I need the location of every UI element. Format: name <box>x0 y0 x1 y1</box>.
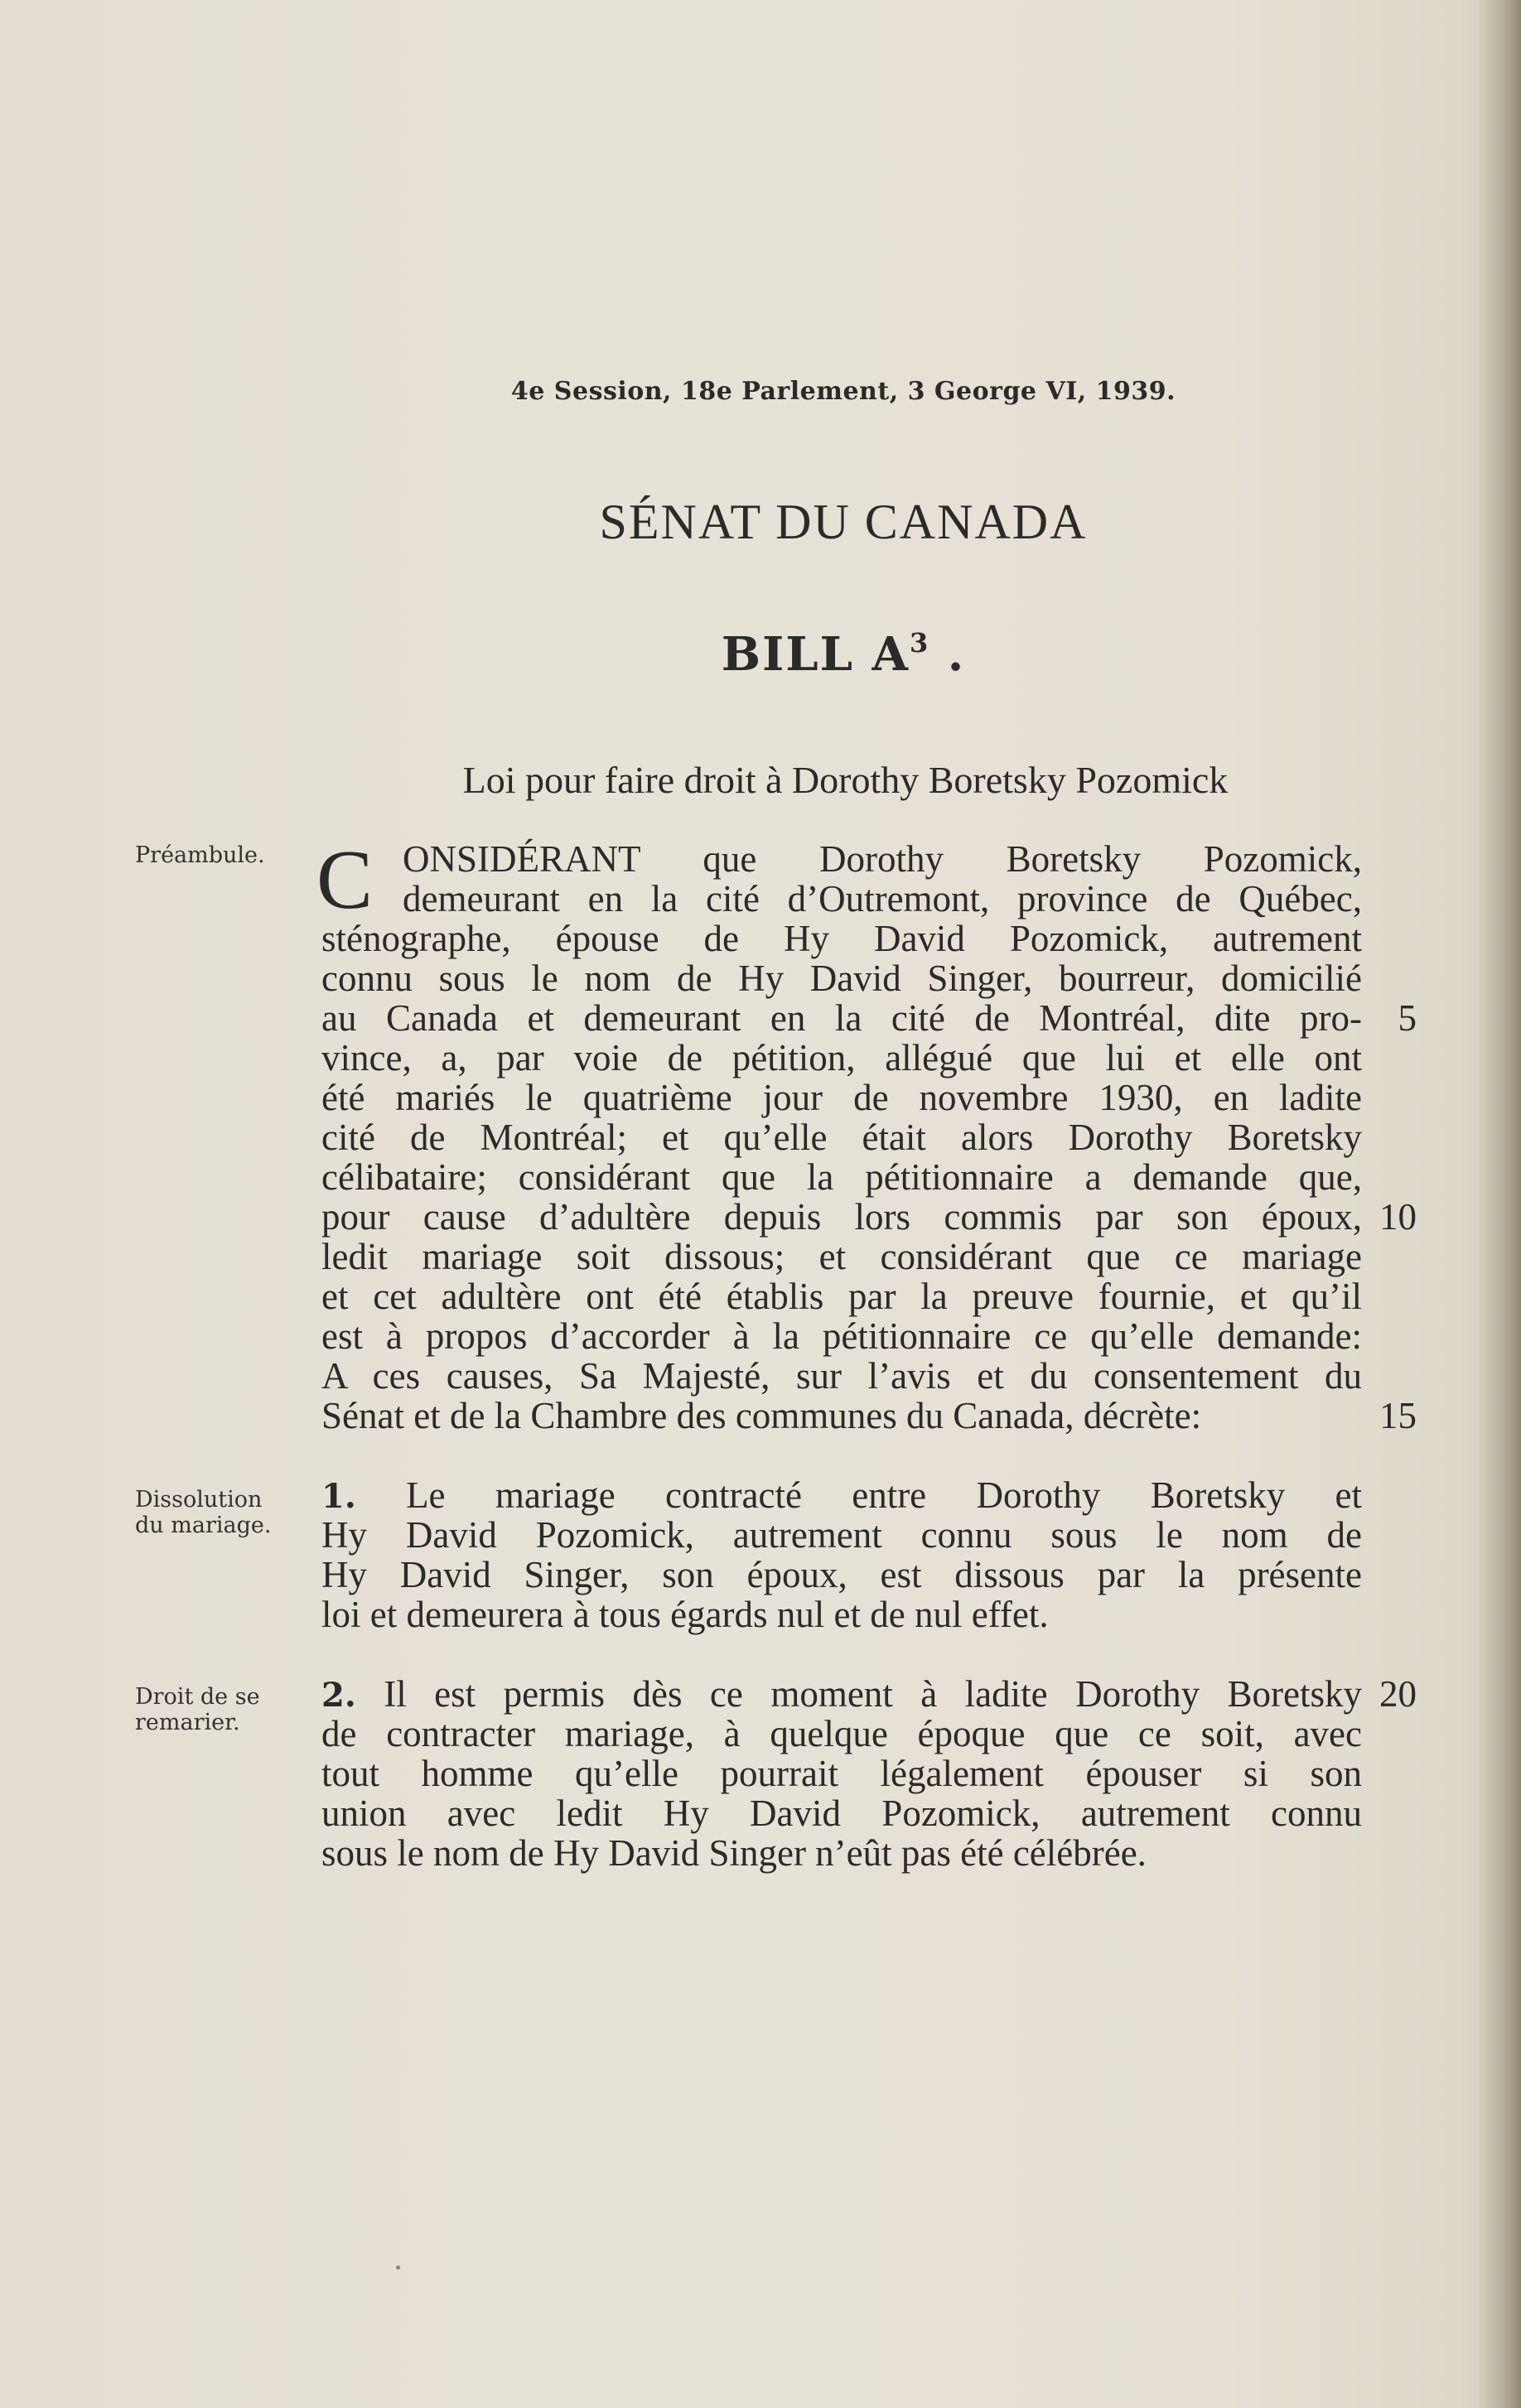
text-line: de contracter mariage, à quelque époque que ce soit, avec <box>321 1713 1362 1754</box>
text-line: demeurant en la cité d’Outremont, province de Québec, <box>403 878 1362 919</box>
text-line: loi et demeurera à tous égards nul et de nul effet. <box>321 1594 1049 1635</box>
text-line: pour cause d’adultère depuis lors commis par son époux, <box>321 1196 1362 1238</box>
margin-note-line: Dissolution <box>135 1487 263 1513</box>
line-number: 10 <box>1379 1196 1417 1238</box>
text-line: connu sous le nom de Hy David Singer, bourreur, domicilié <box>321 958 1362 999</box>
text-line: au Canada et demeurant en la cité de Montréal, dite pro- <box>321 997 1362 1039</box>
senate-title: SÉNAT DU CANADA <box>599 495 1088 549</box>
section-2-paragraph <box>321 1674 1362 1873</box>
text-line: et cet adultère ont été établis par la preuve fournie, et qu’il <box>321 1276 1362 1317</box>
text-line: cité de Montréal; et qu’elle était alors Dorothy Boretsky <box>321 1117 1362 1158</box>
text-line: Hy David Pozomick, autrement connu sous le nom de <box>321 1514 1362 1556</box>
text-line: A ces causes, Sa Majesté, sur l’avis et du consentement du <box>321 1355 1362 1397</box>
text-line: tout homme qu’elle pourrait légalement épouser si son <box>321 1753 1362 1794</box>
text-line: été mariés le quatrième jour de novembre 1930, en ladite <box>321 1077 1362 1118</box>
margin-note-dissolution <box>135 1487 271 1538</box>
margin-note-preamble: Préambule. <box>135 842 265 868</box>
text-line: est à propos d’accorder à la pétitionnaire ce qu’elle demande: <box>321 1315 1362 1357</box>
text-line: célibataire; considérant que la pétitionnaire a demande que, <box>321 1156 1362 1198</box>
text-line: 2. Il est permis dès ce moment à ladite Dorothy Boretsky <box>321 1673 1362 1715</box>
text-line: union avec ledit Hy David Pozomick, autrement connu <box>321 1793 1362 1834</box>
paper-speck <box>396 2266 400 2270</box>
text-line: sténographe, épouse de Hy David Pozomick, autrement <box>321 918 1362 959</box>
line-number: 5 <box>1398 997 1417 1039</box>
binding-edge <box>1480 0 1521 2408</box>
text-line: vince, a, par voie de pétition, allégué que lui et elle ont <box>321 1037 1362 1079</box>
bill-title <box>0 627 1521 682</box>
section-number: 1. <box>321 1477 356 1516</box>
text-line: 1. Le mariage contracté entre Dorothy Boretsky et <box>321 1474 1362 1516</box>
preamble-paragraph <box>316 833 1362 1436</box>
long-title: Loi pour faire droit à Dorothy Boretsky Pozomick <box>462 759 1229 801</box>
text-line: Sénat et de la Chambre des communes du Canada, décrète: <box>321 1395 1202 1436</box>
bill-suffix: . <box>930 627 966 682</box>
bill-label: BILL A <box>721 627 910 682</box>
text-line: sous le nom de Hy David Singer n’eût pas été célébrée. <box>321 1832 1147 1874</box>
text-line: ONSIDÉRANT que Dorothy Boretsky Pozomick, <box>403 838 1362 880</box>
text-line: Hy David Singer, son époux, est dissous par la présente <box>321 1554 1362 1595</box>
section-1-paragraph <box>321 1475 1362 1634</box>
section-number: 2. <box>321 1676 356 1715</box>
line-number: 15 <box>1379 1395 1417 1436</box>
margin-note-remarry <box>135 1684 260 1735</box>
session-header: 4e Session, 18e Parlement, 3 George VI, 1939. <box>510 377 1176 406</box>
drop-cap: C <box>316 833 374 927</box>
margin-note-line: remarier. <box>135 1710 240 1735</box>
margin-note-line: Droit de se <box>135 1684 260 1710</box>
bill-superscript: 3 <box>909 627 930 659</box>
text-line: ledit mariage soit dissous; et considérant que ce mariage <box>321 1236 1362 1277</box>
margin-note-line: du mariage. <box>135 1513 272 1538</box>
line-number: 20 <box>1379 1673 1417 1715</box>
